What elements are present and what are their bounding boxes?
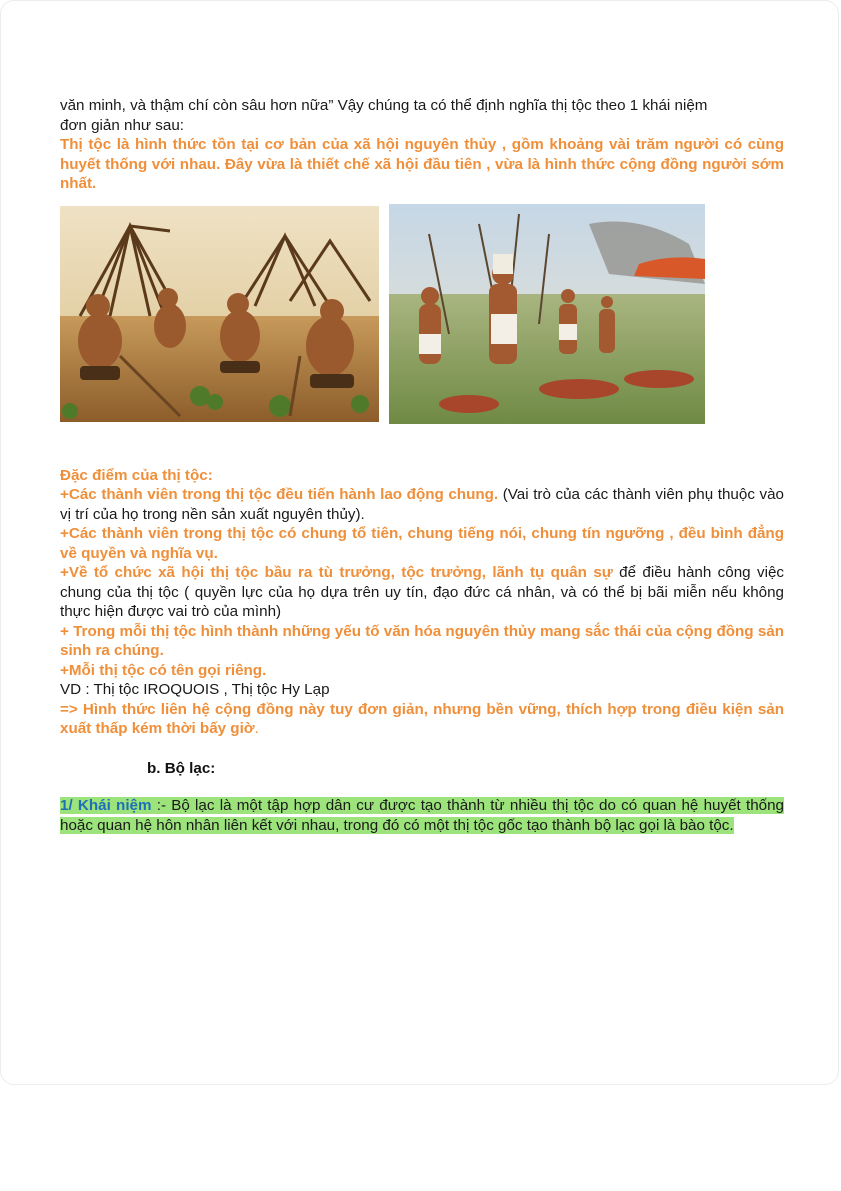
characteristic-item-4: + Trong mỗi thị tộc hình thành những yếu tố văn hóa nguyên thủy mang sắc thái của cộng đồng sản sinh ra chúng. (60, 622, 784, 659)
spacer (60, 778, 784, 796)
spacer (60, 739, 784, 759)
characteristic-item-1-rest: (Vai trò của các thành viên phụ thuộc vào vị trí của họ trong nền sản xuất nguyên thủy). (60, 486, 784, 523)
characteristic-item-2: +Các thành viên trong thị tộc có chung tổ tiên, chung tiếng nói, chung tín ngưỡng , đều bình đẳng về quyền và nghĩa vụ. (60, 525, 784, 562)
conclusion-paragraph (60, 700, 784, 739)
concept-paragraph (60, 796, 784, 835)
document-content (60, 96, 784, 835)
intro-line-1: văn minh, và thậm chí còn sâu hơn nữa” Vậy chúng ta có thể định nghĩa thị tộc theo 1 khái niệm (60, 97, 708, 114)
characteristic-item-1-bold: +Các thành viên trong thị tộc đều tiến hành lao động chung. (60, 486, 499, 503)
characteristic-item-5: +Mỗi thị tộc có tên gọi riêng. (60, 661, 267, 679)
section-b-heading: b. Bộ lạc: (147, 759, 216, 777)
characteristic-item-3 (60, 563, 784, 622)
definition-paragraph (60, 135, 784, 194)
intro-line-2: đơn giản như sau: (60, 116, 184, 134)
characteristic-item-3-bold: +Về tổ chức xã hội thị tộc bầu ra tù trưởng, tộc trưởng, lãnh tụ quân sự (60, 564, 613, 581)
characteristic-item-1 (60, 485, 784, 524)
concept-title: 1/ Khái niệm (60, 797, 152, 814)
intro-paragraph (60, 96, 784, 135)
example-line: VD : Thị tộc IROQUOIS , Thị tộc Hy Lạp (60, 681, 330, 698)
conclusion-bold: => Hình thức liên hệ cộng đồng này tuy đơn giản, nhưng bền vững, thích hợp trong điều kiện sản xuất thấp kém thời bấy giờ (60, 700, 784, 737)
definition-rest: . Đây vừa là thiết chế xã hội đầu tiên , vừa là hình thức cộng đồng người sớm nhất. (60, 155, 784, 192)
conclusion-period: . (254, 720, 259, 737)
illustrations-row (60, 206, 784, 424)
spacer (60, 424, 784, 466)
characteristics-heading: Đặc điểm của thị tộc: (60, 466, 213, 484)
concept-text: :- Bộ lạc là một tập hợp dân cư được tạo thành từ nhiều thị tộc do có quan hệ huyết thống hoặc quan hệ hôn nhân liên kết với nhau, trong đó có một thị tộc gốc tạo thành bộ lạc gọi là bào tộc. (60, 797, 784, 834)
primitive-camp-image (60, 206, 379, 422)
ancient-battle-image (389, 204, 705, 424)
characteristic-item-3-rest: để điều hành công việc chung của thị tộc ( quyền lực của họ dựa trên uy tín, đạo đức cá nhân, và có thể bị bãi miễn nếu không thực hiện được vai trò của mình) (60, 564, 784, 620)
definition-main: Thị tộc là hình thức tồn tại cơ bản của xã hội nguyên thủy , gồm khoảng vài trăm người có cùng huyết thống với nhau (60, 136, 784, 173)
